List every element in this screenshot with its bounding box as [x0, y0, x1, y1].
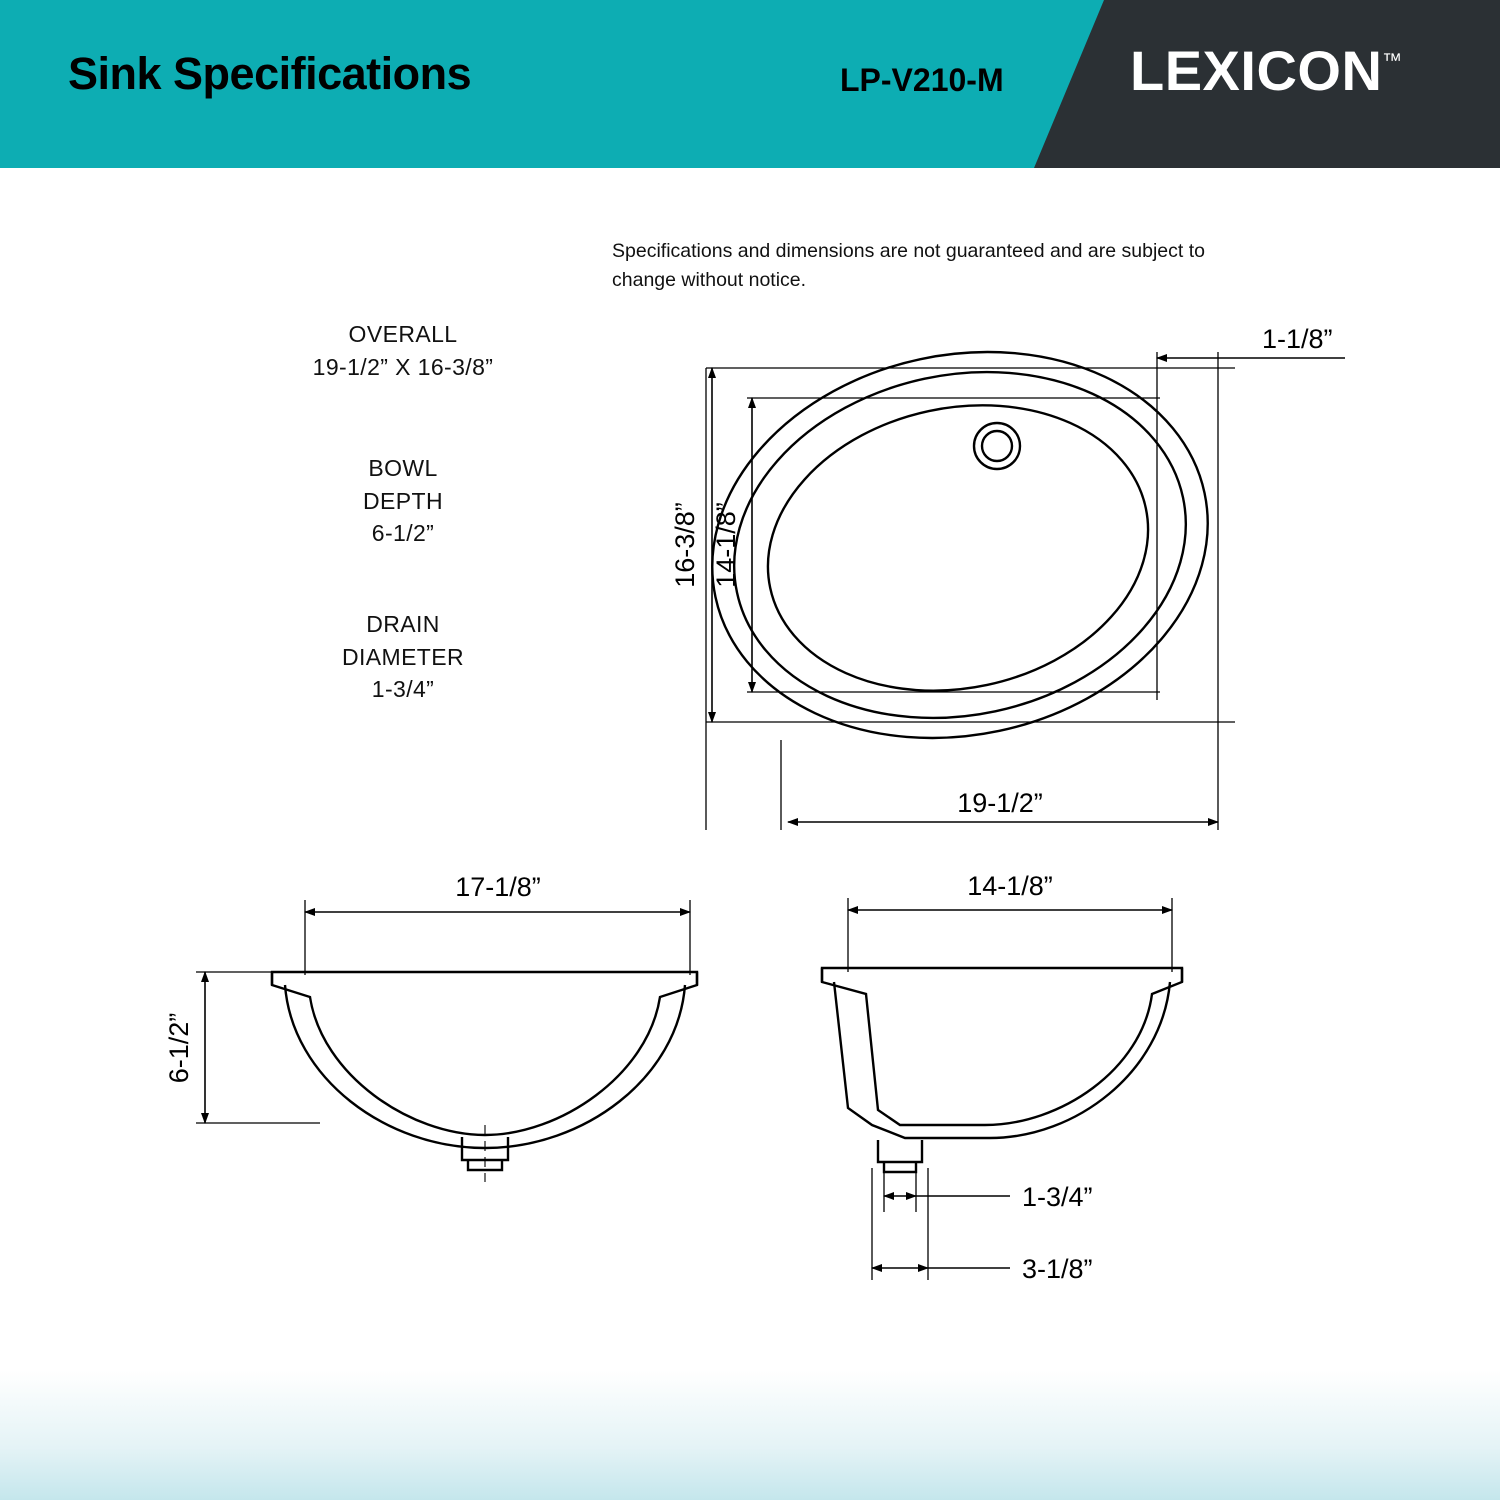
footer-gradient — [0, 1370, 1500, 1500]
spec-bowl-label-line2: DEPTH — [363, 487, 443, 514]
label-overall-width: 19-1/2” — [957, 788, 1043, 818]
spec-drain-value: 1-3/4” — [371, 676, 435, 703]
label-drain-diameter: 1-3/4” — [1022, 1182, 1093, 1212]
spec-overall-label: OVERALL — [348, 321, 458, 347]
side-view-sink — [822, 968, 1182, 1172]
trademark-symbol: ™ — [1382, 50, 1402, 72]
spec-overall-value: 19-1/2” X 16-3/8” — [312, 353, 494, 380]
label-front-width: 17-1/8” — [455, 872, 541, 902]
disclaimer-text: Specifications and dimensions are not guaranteed and are subject to change without notice. — [612, 240, 1205, 292]
front-view-sink — [272, 972, 697, 1170]
spec-bowl-label-line1: BOWL — [368, 455, 438, 481]
spec-bowl-value: 6-1/2” — [371, 520, 435, 547]
label-rim-width: 1-1/8” — [1262, 324, 1333, 354]
label-overall-height: 16-3/8” — [670, 502, 700, 588]
label-drain-base: 3-1/8” — [1022, 1254, 1093, 1284]
spec-drain-label-line1: DRAIN — [366, 611, 440, 637]
top-view-drain — [974, 423, 1020, 469]
top-view-sink — [676, 307, 1244, 783]
label-bowl-height: 14-1/8” — [711, 502, 741, 588]
spec-drain-label-line2: DIAMETER — [341, 643, 465, 670]
label-front-depth: 6-1/2” — [164, 1012, 194, 1084]
label-side-width: 14-1/8” — [967, 871, 1053, 901]
model-number: LP-V210-M — [840, 62, 1004, 98]
brand-logo: LEXICON — [1130, 39, 1383, 102]
page-title: Sink Specifications — [68, 48, 472, 99]
front-view-extension-lines — [196, 900, 690, 1123]
side-view-extension-lines — [848, 898, 1172, 1280]
